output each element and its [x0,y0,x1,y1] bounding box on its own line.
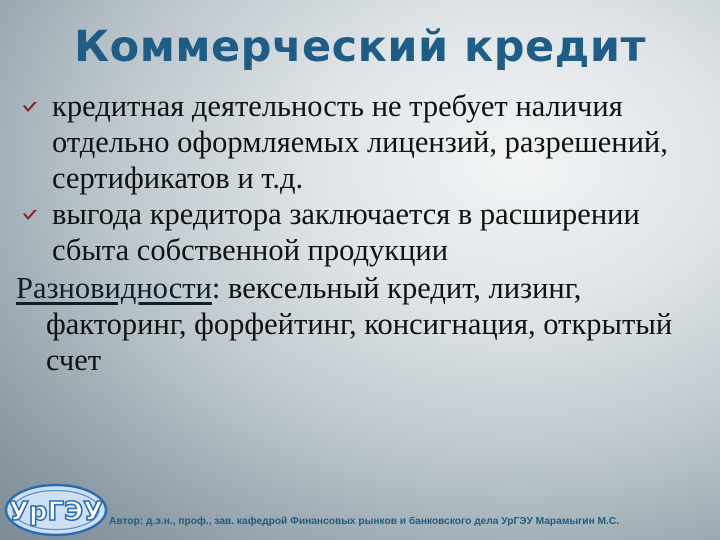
varieties-paragraph [16,270,706,378]
logo-text: УрГЭУ [8,497,104,527]
footer-author: Автор: д.э.н., проф., зав. кафедрой Финансовых рынков и банковского дела УрГЭУ Марамыгин М.С. [109,516,620,527]
varieties-separator: : [211,271,221,305]
varieties-text: вексельный кредит, лизинг, факторинг, форфейтинг, консигнация, открытый счет [46,271,673,377]
varieties-term: Разновидности [16,271,212,305]
urgeu-logo [2,482,110,538]
bullet-item-1 [16,88,706,196]
slide-title: Коммерческий кредит [74,22,646,72]
bullet-item-2 [16,196,706,268]
checkmark-bullet-icon [22,209,38,221]
slide-content [16,88,706,378]
checkmark-bullet-icon [22,101,38,113]
bullet-text: выгода кредитора заключается в расширении сбыта собственной продукции [52,197,640,267]
bullet-text: кредитная деятельность не требует наличия отдельно оформляемых лицензий, разрешений, сертификатов и т.д. [52,89,668,195]
